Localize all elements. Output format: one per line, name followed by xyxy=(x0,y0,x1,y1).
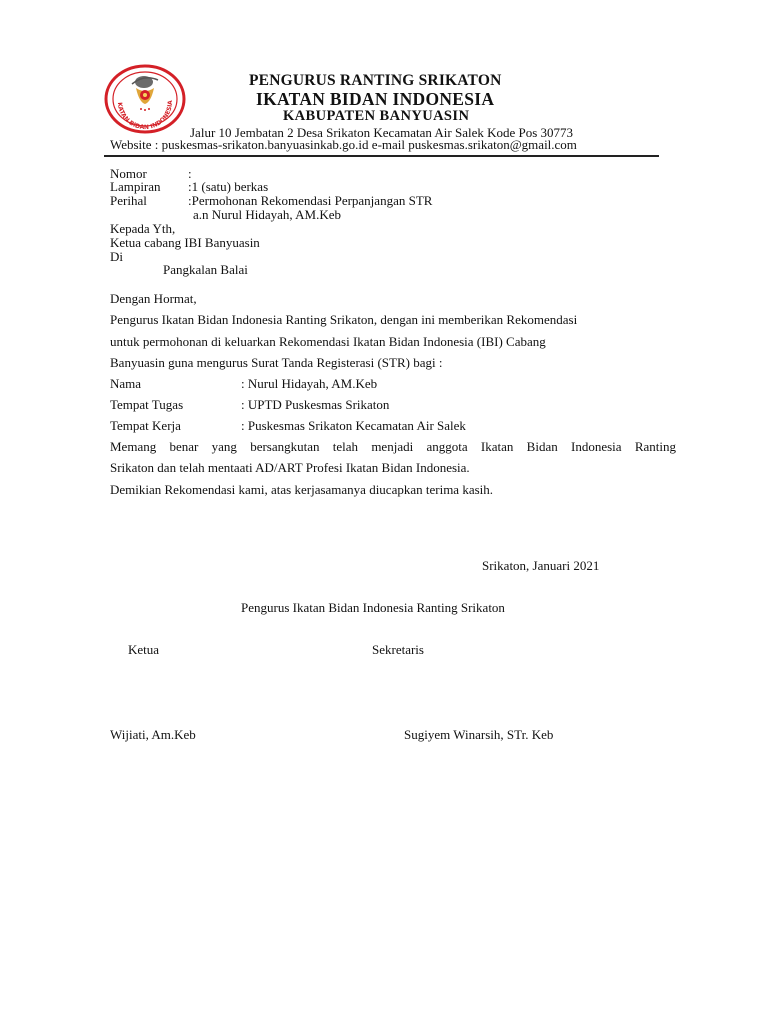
recipient-line-1: Kepada Yth, xyxy=(110,221,176,236)
closing-line: Demikian Rekomendasi kami, atas kerjasamanya diucapkan terima kasih. xyxy=(110,482,494,497)
web-email-line: Website : puskesmas-srikaton.banyuasinkab.go.id e-mail puskesmas.srikaton@gmail.com xyxy=(110,137,577,152)
nomor-value: : xyxy=(188,166,192,181)
nama-value: : Nurul Hidayah, AM.Keb xyxy=(241,376,378,391)
recipient-line-2: Ketua cabang IBI Banyuasin xyxy=(110,235,260,250)
tempat-kerja-value: : Puskesmas Srikaton Kecamatan Air Salek xyxy=(241,418,466,433)
place-date: Srikaton, Januari 2021 xyxy=(482,558,600,573)
perihal-value: :Permohonan Rekomendasi Perpanjangan STR xyxy=(188,193,433,208)
para1-line-3: Banyuasin guna mengurus Surat Tanda Registerasi (STR) bagi : xyxy=(110,355,443,370)
lampiran-label: Lampiran xyxy=(110,179,161,194)
sekretaris-name: Sugiyem Winarsih, STr. Keb xyxy=(404,727,554,742)
org-line-3: KABUPATEN BANYUASIN xyxy=(283,108,470,124)
nomor-label: Nomor xyxy=(110,166,147,181)
sekretaris-title: Sekretaris xyxy=(372,642,424,657)
tempat-kerja-label: Tempat Kerja xyxy=(110,418,181,433)
tempat-tugas-value: : UPTD Puskesmas Srikaton xyxy=(241,397,390,412)
logo-ring-text: KATAN BIDAN INDONESIA xyxy=(115,100,175,132)
tempat-tugas-label: Tempat Tugas xyxy=(110,397,184,412)
greeting: Dengan Hormat, xyxy=(110,291,197,306)
para2-line-2: Srikaton dan telah mentaati AD/ART Profesi Ikatan Bidan Indonesia. xyxy=(110,460,470,475)
para2-line-1: Memang benar yang bersangkutan telah menjadi anggota Ikatan Bidan Indonesia Ranting xyxy=(110,439,676,454)
org-line-2: IKATAN BIDAN INDONESIA xyxy=(256,89,495,109)
signature-org: Pengurus Ikatan Bidan Indonesia Ranting Srikaton xyxy=(241,600,505,615)
recipient-line-3: Di xyxy=(110,249,123,264)
perihal-value-2: a.n Nurul Hidayah, AM.Keb xyxy=(193,207,342,222)
nama-label: Nama xyxy=(110,376,142,391)
ketua-title: Ketua xyxy=(128,642,160,657)
perihal-label: Perihal xyxy=(110,193,147,208)
org-line-1: PENGURUS RANTING SRIKATON xyxy=(249,72,502,89)
lampiran-value: :1 (satu) berkas xyxy=(188,179,269,194)
para1-line-1: Pengurus Ikatan Bidan Indonesia Ranting Srikaton, dengan ini memberikan Rekomendasi xyxy=(110,312,578,327)
recipient-line-4: Pangkalan Balai xyxy=(163,262,248,277)
ketua-name: Wijiati, Am.Keb xyxy=(110,727,196,742)
address-line: Jalur 10 Jembatan 2 Desa Srikaton Kecamatan Air Salek Kode Pos 30773 xyxy=(190,125,574,140)
header-rule xyxy=(104,155,659,157)
ibi-logo xyxy=(104,64,186,134)
para1-line-2: untuk permohonan di keluarkan Rekomendasi Ikatan Bidan Indonesia (IBI) Cabang xyxy=(110,334,546,349)
